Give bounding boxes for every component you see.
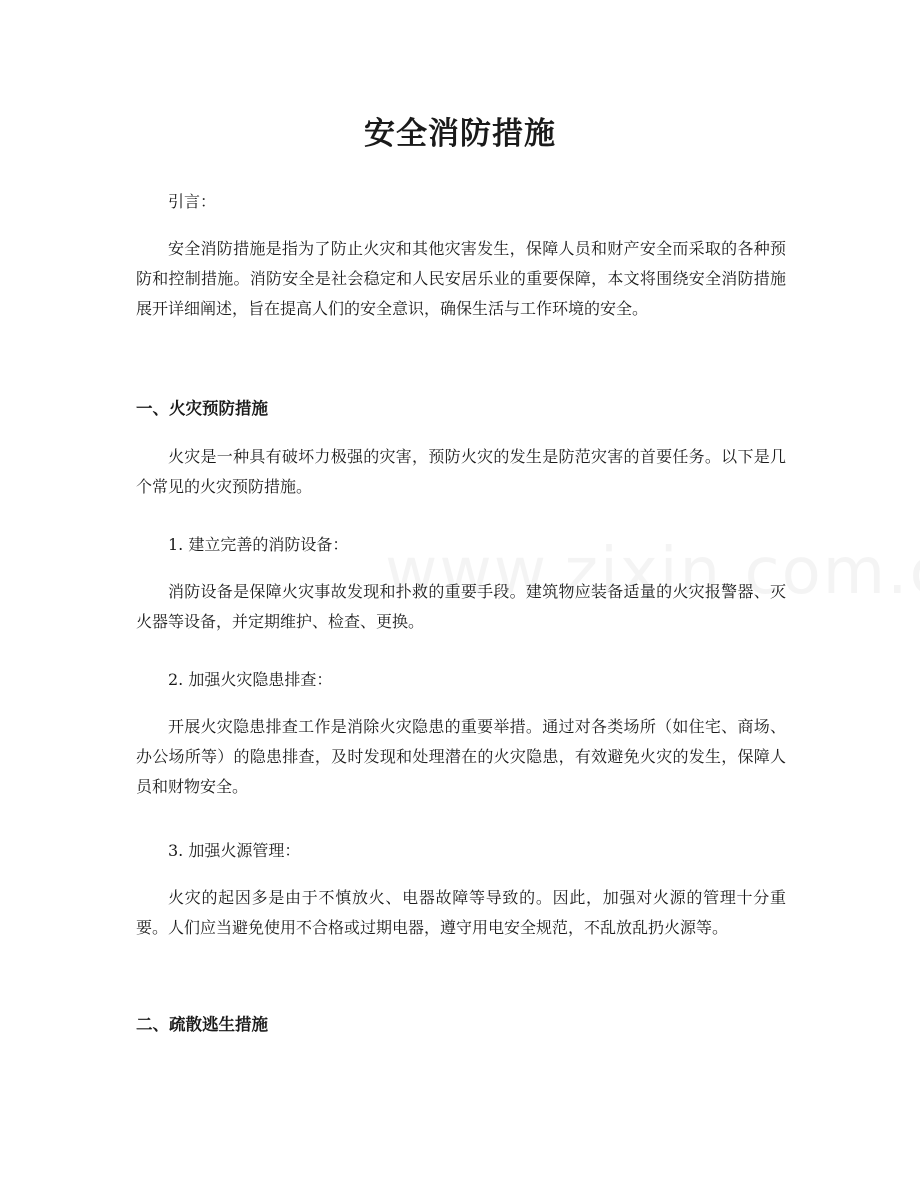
item-body-fire-equipment: 消防设备是保障火灾事故发现和扑救的重要手段。建筑物应装备适量的火灾报警器、灭火器等设备，并定期维护、检查、更换。 <box>136 582 786 631</box>
section1-intro-paragraph: 火灾是一种具有破坏力极强的灾害，预防火灾的发生是防范灾害的首要任务。以下是几个常见的火灾预防措施。 <box>136 447 786 496</box>
item-title-fire-equipment: 1. 建立完善的消防设备： <box>168 535 349 554</box>
item-title-hazard-inspection: 2. 加强火灾隐患排查： <box>168 670 333 689</box>
page-title: 安全消防措施 <box>364 116 556 152</box>
item-body-fire-source: 火灾的起因多是由于不慎放火、电器故障等导致的。因此，加强对火源的管理十分重要。人们应当避免使用不合格或过期电器，遵守用电安全规范，不乱放乱扔火源等。 <box>136 888 786 937</box>
section-heading-fire-prevention: 一、火灾预防措施 <box>136 399 268 418</box>
item-body-hazard-inspection: 开展火灾隐患排查工作是消除火灾隐患的重要举措。通过对各类场所（如住宅、商场、办公场所等）的隐患排查，及时发现和处理潜在的火灾隐患，有效避免火灾的发生，保障人员和财物安全。 <box>136 717 786 796</box>
section-heading-evacuation: 二、疏散逃生措施 <box>136 1015 268 1034</box>
intro-label: 引言： <box>168 192 217 211</box>
item-title-fire-source: 3. 加强火源管理： <box>168 841 301 860</box>
intro-paragraph: 安全消防措施是指为了防止火灾和其他灾害发生，保障人员和财产安全而采取的各种预防和控制措施。消防安全是社会稳定和人民安居乐业的重要保障，本文将围绕安全消防措施展开详细阐述，旨在提高人们的安全意识，确保生活与工作环境的安全。 <box>136 239 786 318</box>
